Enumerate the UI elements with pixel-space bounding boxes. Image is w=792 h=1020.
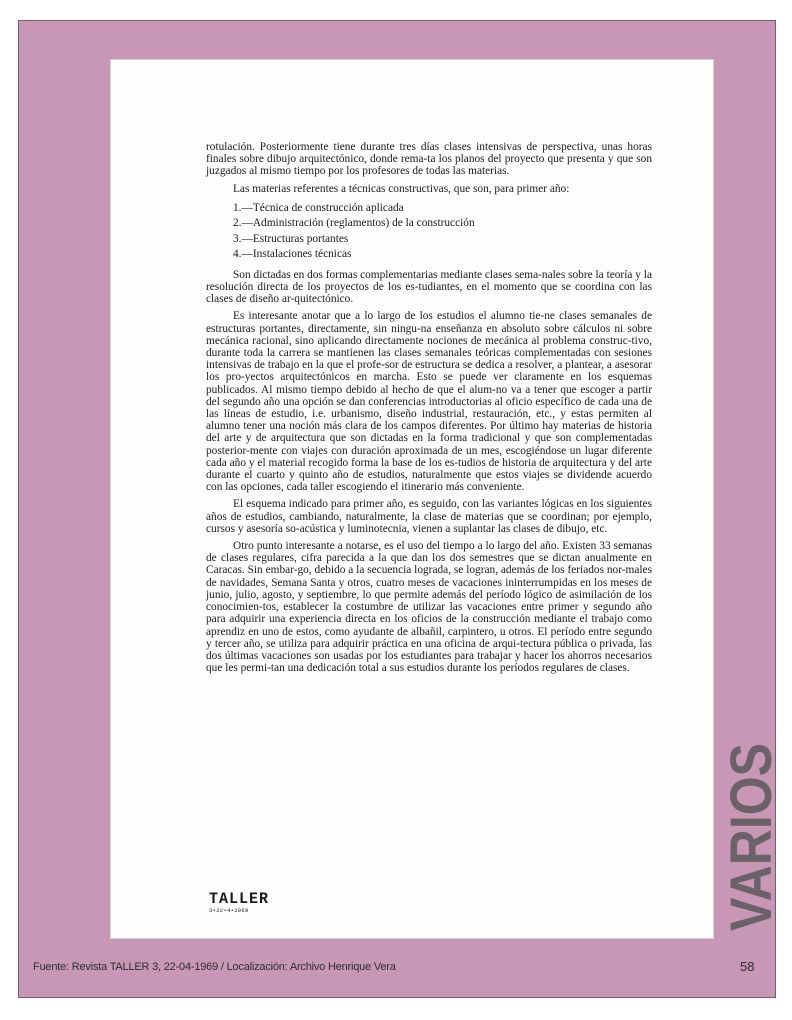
list-item: 2.—Administración (reglamentos) de la construcción	[233, 217, 475, 230]
section-label	[709, 741, 789, 931]
article-paragraph: Es interesante anotar que a lo largo de los estudios el alumno tie-ne clases semanales de estructuras portantes, directamente, sin ningu-na enseñanza en absoluto sobre cálculos ni sobre mecánica racional, sino aplicando directamente nociones de mecánica al problema construc-tivo, durante toda la carrera se mantienen las clases semanales teóricas complementadas con sesiones intensivas de trabajo en la que el profe-sor de estructura se dedica a resolver, a plantear, a asesorar los pro-yectos arquitectónicos en marcha. Esto se puede ver claramente en los esquemas publicados. Al mismo tiempo debido al hecho de que el alum-no va a tener que escoger a partir del segundo año una opción se dan conferencias introductorias al oficio específico de cada una de las líneas de estudio, i.e. urbanismo, diseño industrial, restauración, etc., y estas permiten al alumno tener una noción más clara de los campos diferentes. Por último hay materias de historia del arte y de arquitectura que son dictadas en la forma tradicional y que son complementadas posterior-mente con viajes con duración aproximada de un mes, escogiéndose un lugar diferente cada año y el material recogido forma la base de los es-tudios de historia de arquitectura y del arte durante el cuarto y quinto año de estudios, naturalmente que estos viajes se dividende acuerdo con las opciones, cada taller escogiendo el itinerario más conveniente.	[206, 310, 652, 494]
scanned-page	[110, 59, 714, 939]
source-caption: Fuente: Revista TALLER 3, 22-04-1969 / Localización: Archivo Henrique Vera	[33, 961, 396, 973]
article-paragraph: El esquema indicado para primer año, es seguido, con las variantes lógicas en los siguientes años de estudios, cambiando, naturalmente, la clase de materias que se coordinan; por ejemplo, cursos y asesoría so-acústica y luminotecnia, vienen a suplantar las clases de dibujo, etc.	[206, 498, 652, 535]
list-item: 4.—Instalaciones técnicas	[233, 248, 352, 261]
article-paragraph: Las materias referentes a técnicas constructivas, que son, para primer año:	[233, 182, 570, 195]
section-label-text: VARIOS	[719, 741, 784, 931]
taller-logo	[209, 890, 270, 914]
article-paragraph: rotulación. Posteriormente tiene durante tres días clases intensivas de perspectiva, unas horas finales sobre dibujo arquitectónico, donde rema-ta los planos del proyecto que presenta y que son juzgados al mismo tiempo por los profesores de todas las materias.	[206, 141, 652, 178]
page-frame	[18, 20, 784, 998]
page-number: 58	[740, 959, 755, 974]
logo-word: TALLER	[209, 890, 270, 909]
article-paragraph: Otro punto interesante a notarse, es el uso del tiempo a lo largo del año. Existen 33 semanas de clases regulares, cifra parecida a la que dan los dos semestres que se dictan anualmente en Caracas. Sin embar-go, debido a la secuencia lograda, se logran, además de los feriados nor-males de navidades, Semana Santa y otros, cuatro meses de vacaciones ininterrumpidas en los meses de junio, julio, agosto, y septiembre, lo que permite además del período lógico de asimilación de los conocimien-tos, establecer la costumbre de utilizar las vacaciones entre primer y segundo año para adquirir una experiencia directa en los oficios de la construcción mediante el trabajo como aprendiz en uno de estos, como ayudante de albañil, carpintero, u otros. El período entre segundo y tercer año, se utiliza para adquirir práctica en una oficina de arqui-tectura pública o privada, las dos últimas vacaciones son usadas por los estudiantes para trabajar y hacer los ahorros necesarios que les permi-tan una dedicación total a sus estudios durante los períodos regulares de clases.	[206, 540, 652, 675]
subject-list	[233, 201, 652, 263]
list-item: 3.—Estructuras portantes	[233, 232, 349, 245]
article-paragraph: Son dictadas en dos formas complementarias mediante clases sema-nales sobre la teoría y la resolución directa de los proyectos de los es-tudiantes, en el momento que se coordina con las clases de diseño ar-quitectónico.	[206, 268, 652, 306]
list-item: 1.—Técnica de construcción aplicada	[233, 201, 404, 214]
logo-subtext: 3•22•4•1969	[209, 907, 249, 914]
article-text	[206, 141, 652, 674]
